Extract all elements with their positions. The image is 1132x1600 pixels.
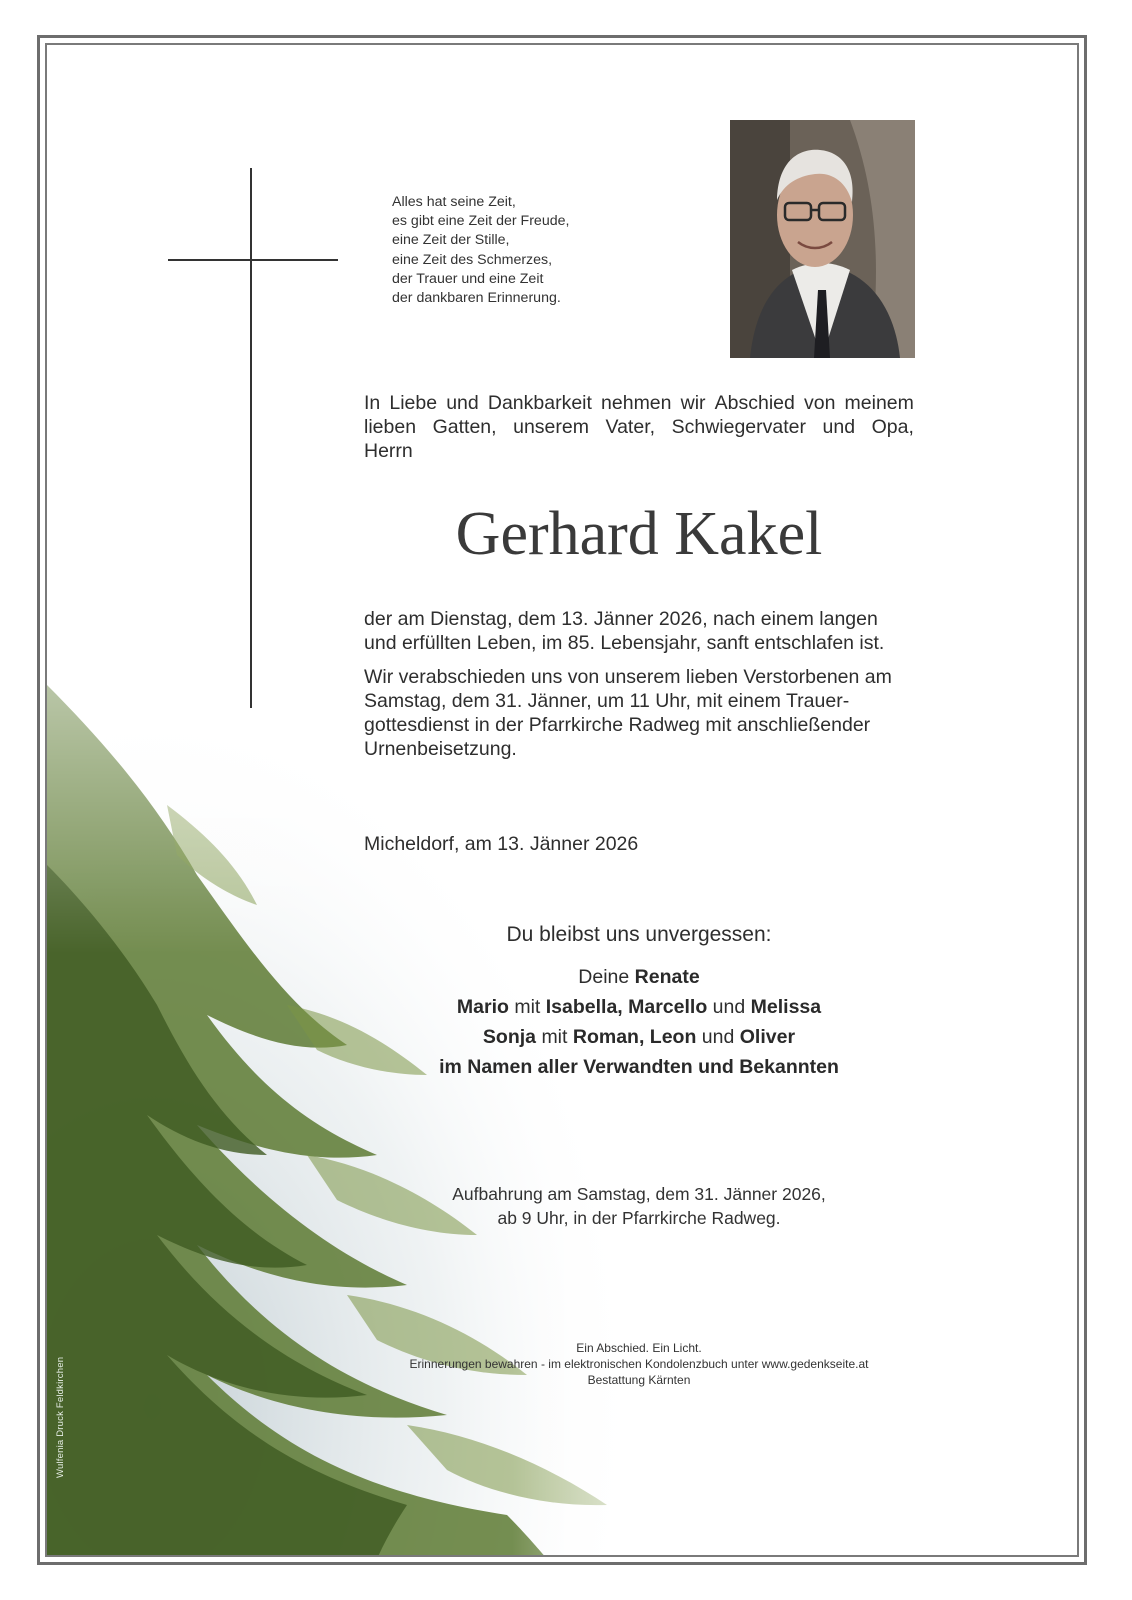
word: und	[822, 416, 856, 438]
word: von	[803, 392, 836, 414]
service-paragraph	[364, 665, 914, 761]
family-relatives: im Namen aller Verwandten und Bekannten	[439, 1056, 839, 1078]
service-line: Samstag, dem 31. Jänner, um 11 Uhr, mit einem Trauer-	[364, 690, 850, 712]
word: nehmen	[601, 392, 672, 414]
word: wir	[680, 392, 706, 414]
family-member-name: Mario	[456, 996, 509, 1018]
family-word: Deine	[578, 966, 630, 988]
portrait-photo	[730, 120, 915, 358]
service-line: Urnenbeisetzung.	[364, 738, 517, 760]
word: Liebe	[389, 392, 438, 414]
poem-line: der Trauer und eine Zeit	[392, 270, 544, 287]
word: Abschied	[714, 392, 795, 414]
word: Gatten,	[432, 416, 497, 438]
viewing-notice	[364, 1182, 914, 1230]
deceased-name: Gerhard Kakel	[455, 500, 823, 568]
printer-credit: Wulfenia Druck Feldkirchen	[55, 1356, 66, 1478]
family-line	[364, 1022, 914, 1052]
intro-line: Herrn	[364, 440, 413, 462]
word: und	[446, 392, 479, 414]
family-word: und	[701, 1026, 735, 1048]
place-and-date: Micheldorf, am 13. Jänner 2026	[364, 833, 639, 855]
poem-line: es gibt eine Zeit der Freude,	[392, 213, 570, 230]
intro-line	[364, 391, 914, 415]
word: Dankbarkeit	[487, 392, 592, 414]
cross-vertical-bar	[250, 168, 252, 708]
family-word: mit	[541, 1026, 568, 1048]
family-word: und	[712, 996, 746, 1018]
word: unserem	[513, 416, 589, 438]
footer-line: Erinnerungen bewahren - im elektronischen Kondolenzbuch unter www.gedenkseite.at	[409, 1357, 869, 1371]
family-member-name: Sonja	[482, 1026, 537, 1048]
death-notice-line: der am Dienstag, dem 13. Jänner 2026, nach einem langen	[364, 608, 878, 630]
remember-heading: Du bleibst uns unvergessen:	[506, 923, 772, 946]
word: Schwiegervater	[671, 416, 806, 438]
word: Vater,	[605, 416, 656, 438]
family-member-name: Renate	[634, 966, 700, 988]
viewing-line: ab 9 Uhr, in der Pfarrkirche Radweg.	[497, 1208, 781, 1228]
family-member-name: Melissa	[750, 996, 822, 1018]
family-member-name: Roman, Leon	[572, 1026, 697, 1048]
family-member-name: Oliver	[739, 1026, 796, 1048]
footer-line: Ein Abschied. Ein Licht.	[576, 1341, 702, 1355]
cross-horizontal-bar	[168, 259, 338, 261]
word: meinem	[844, 392, 914, 414]
death-notice-line: und erfüllten Leben, im 85. Lebensjahr, sanft entschlafen ist.	[364, 632, 885, 654]
poem-line: Alles hat seine Zeit,	[392, 194, 516, 210]
family-member-name: Isabella, Marcello	[545, 996, 708, 1018]
family-list	[364, 962, 914, 1082]
family-line	[364, 1052, 914, 1082]
word: In	[364, 392, 381, 414]
poem-line: der dankbaren Erinnerung.	[392, 290, 561, 307]
family-line	[364, 962, 914, 992]
poem-line: eine Zeit der Stille,	[392, 232, 510, 249]
death-notice-paragraph	[364, 607, 914, 655]
footer	[364, 1340, 914, 1388]
intro-line	[364, 415, 914, 439]
word: lieben	[364, 416, 417, 438]
intro-paragraph	[364, 391, 914, 463]
footer-line: Bestattung Kärnten	[587, 1373, 691, 1387]
family-line	[364, 992, 914, 1022]
poem-line: eine Zeit des Schmerzes,	[392, 251, 553, 268]
family-word: mit	[514, 996, 541, 1018]
viewing-line: Aufbahrung am Samstag, dem 31. Jänner 2026,	[452, 1184, 826, 1204]
poem	[392, 193, 692, 308]
word: Opa,	[871, 416, 914, 438]
service-line: gottesdienst in der Pfarrkirche Radweg mit anschließender	[364, 714, 871, 736]
cross-symbol	[168, 168, 338, 708]
service-line: Wir verabschieden uns von unserem lieben Verstorbenen am	[364, 666, 892, 688]
